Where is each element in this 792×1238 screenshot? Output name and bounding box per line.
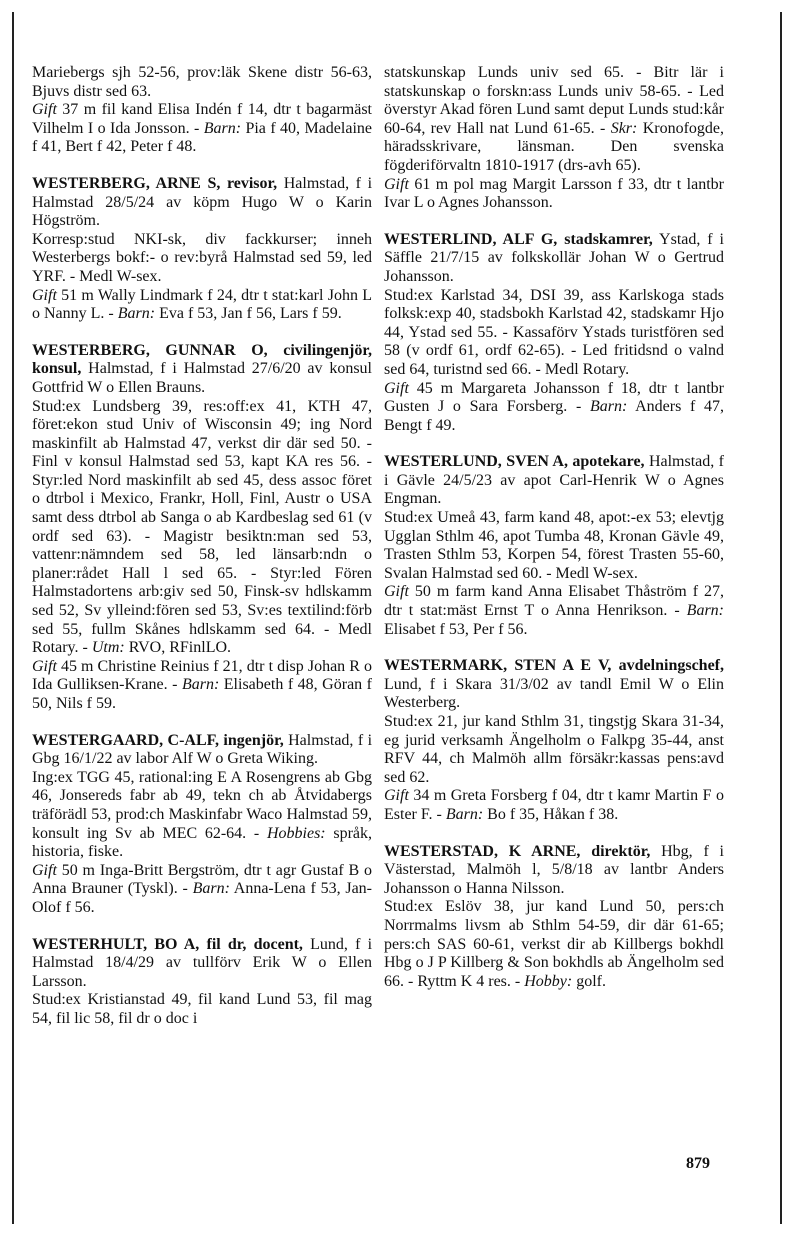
field-label: Barn: (117, 305, 156, 323)
entry-continued (384, 64, 724, 213)
entry-occupation: revisor, (226, 174, 278, 192)
entry-paragraph (384, 64, 724, 176)
entry-paragraph (384, 843, 724, 899)
entry-paragraph (384, 898, 724, 991)
entry-paragraph (384, 380, 724, 436)
entry-text: golf. (572, 972, 606, 990)
entry-paragraph (32, 287, 372, 324)
entry-paragraph (32, 769, 372, 862)
entry-name: WESTERHULT, BO A, (32, 935, 200, 953)
entry-paragraph (384, 453, 724, 509)
entry-text (611, 657, 618, 674)
entry-paragraph (384, 787, 724, 824)
entry-continued (32, 64, 372, 157)
entry-text: Ing:ex TGG 45, rational:ing E A Rosengrens ab Gbg 46, Jonsereds fabr ab 49, tekn ch ab Åtvidabergs träförädl 53, prod:ch Maskinfabr Waco Halmstad 59, konsult ing Sv ab MEC 62-64. - (32, 768, 372, 842)
entry-text: Anna-Lena f 53, Jan-Olof f 56. (32, 880, 373, 916)
entry-name: WESTERLIND, ALF G, (384, 230, 558, 248)
left-column (32, 64, 372, 1047)
entry-paragraph (384, 176, 724, 213)
field-label: Utm: (91, 639, 125, 657)
entry-occupation: civilingenjör, konsul, (32, 341, 372, 378)
biography-entry (384, 657, 724, 824)
entry-paragraph (384, 713, 724, 787)
field-label: Barn: (203, 119, 242, 137)
entry-text: 61 m pol mag Margit Larsson f 33, dtr t lantbr Ivar L o Agnes Johansson. (384, 175, 724, 212)
entry-occupation: fil dr, docent, (206, 935, 303, 953)
entry-text: 45 m Christine Reinius f 21, dtr t disp Johan R o Ida Gulliksen-Krane. - (32, 657, 372, 694)
entry-paragraph (32, 936, 372, 992)
field-label: Barn: (192, 880, 230, 898)
entry-occupation: stadskamrer, (564, 230, 653, 248)
field-label: Hobbies: (266, 824, 326, 842)
entry-text: RVO, RFinlLO. (124, 639, 232, 657)
entry-text: Anders f 47, Bengt f 49. (384, 398, 725, 434)
field-label: Gift (32, 657, 57, 675)
entry-text (199, 936, 206, 953)
entry-name: WESTERSTAD, K ARNE, (384, 842, 581, 860)
entry-paragraph (384, 657, 724, 713)
entry-paragraph (384, 231, 724, 287)
entry-text: 37 m fil kand Elisa Indén f 14, dtr t bagarmäst Vilhelm I o Ida Jonsson. - (32, 101, 372, 137)
field-label: Gift (32, 286, 57, 304)
entry-text: Kronofogde, häradsskrivare, länsman. Den svenska fögderiförvaltn 1810-1917 (drs-avh 65). (384, 119, 724, 174)
field-label: Barn: (686, 602, 724, 620)
entry-paragraph (384, 509, 724, 583)
biography-entry (32, 732, 372, 918)
entry-text (268, 342, 284, 359)
field-label: Gift (32, 861, 57, 879)
entry-text: 45 m Margareta Johansson f 18, dtr t lantbr Gusten J o Sara Forsberg. - (384, 379, 724, 416)
field-label: Hobby: (524, 972, 573, 990)
entry-name: WESTERGAARD, C-ALF, (32, 731, 219, 749)
entry-text: Halmstad, f i Gävle 24/5/23 av apot Carl-Henrik W o Agnes Engman. (384, 453, 725, 508)
field-label: Gift (384, 787, 409, 805)
biography-entry (32, 175, 372, 324)
entry-text: Elisabeth f 48, Göran f 50, Nils f 59. (32, 676, 373, 712)
entry-text: Halmstad, f i Halmstad 27/6/20 av konsul Gottfrid W o Ellen Brauns. (32, 360, 372, 396)
entry-text: Halmstad, f i Halmstad 28/5/24 av köpm Hugo W o Karin Högström. (32, 174, 373, 230)
right-column (384, 64, 724, 1009)
entry-text: Hbg, f i Västerstad, Malmöh l, 5/8/18 av lantbr Anders Johansson o Hanna Nilsson. (384, 842, 724, 897)
biography-entry (384, 453, 724, 639)
entry-name: WESTERBERG, ARNE S, (32, 174, 221, 192)
entry-text: Stud:ex Karlstad 34, DSI 39, ass Karlskoga stads folksk:exp 40, stadsbokh Karlstad 42, stadskamr Hjo 44, Ystad sed 55. - Kassaförv Ystads turistfören sed 58 (v ordf 61, ordf 62-65). - Led fritidsnd o valnd sed 64, turistnd sed 66. - Medl Rotary. (384, 286, 724, 378)
entry-paragraph (32, 64, 372, 101)
entry-text: Eva f 53, Jan f 56, Lars f 59. (155, 305, 342, 323)
entry-text: 34 m Greta Forsberg f 04, dtr t kamr Martin F o Ester F. - (384, 787, 724, 823)
biography-entry (384, 843, 724, 992)
entry-paragraph (32, 175, 372, 231)
entry-text: Mariebergs sjh 52-56, prov:läk Skene distr 56-63, Bjuvs distr sed 63. (32, 64, 372, 100)
page-number: 879 (686, 1155, 710, 1172)
entry-text: Stud:ex Lundsberg 39, res:off:ex 41, KTH 47, föret:ekon stud Univ of Wisconsin 49; ing Nord maskinfilt ab Halmstad 47, verkst dir där sed 50. - Finl v konsul Halmstad sed 53, kapt KA res 56. - Styr:led Nord maskinfilt ab sed 45, dess assoc föret o dtrbol i Mexico, Frankr, Holl, Finl, Austr o USA samt dess dtrbol ab Sanga o ab Kardbeslag sed 61 (v ordf sed 63). - Magistr besiktn:man sed 53, vattenr:nämndem sed 58, led länsarb:ndn o planer:rådet Hall l sed 65. - Styr:led Fören Halmstadortens arb:giv sed 50, Finsk-sv hdlskamm sed 52, Sv ylleind:fören sed 53, Sv:es textilind:förb sed 55, fullm Skånes hdlskamm sed 64. - Medl Rotary. - (32, 397, 372, 657)
entry-occupation: avdelningschef, (618, 657, 724, 675)
entry-text: Stud:ex 21, jur kand Sthlm 31, tingstjg Skara 31-34, eg jurid verksamh Ängelholm o Falkpg 35-44, anst RFV 44, ch Malmöh allm försäkr:kassas pens:avd sed 62. (384, 713, 724, 786)
entry-text: 50 m farm kand Anna Elisabet Thåström f 27, dtr t stat:mäst Ernst T o Anna Henrikson. - (384, 583, 724, 620)
entry-text: Elisabet f 53, Per f 56. (384, 620, 528, 638)
entry-text: Korresp:stud NKI-sk, div fackkurser; inneh Westerbergs bokf:- o rev:byrå Halmstad sed 59, led YRF. - Medl W-sex. (32, 230, 372, 285)
entry-name: WESTERMARK, STEN A E V, (384, 657, 612, 675)
entry-paragraph (384, 287, 724, 380)
entry-paragraph (32, 862, 372, 918)
entry-paragraph (32, 101, 372, 157)
entry-text: Bo f 35, Håkan f 38. (483, 805, 619, 823)
entry-paragraph (32, 398, 372, 658)
entry-name: WESTERBERG, GUNNAR O, (32, 341, 268, 359)
field-label: Barn: (589, 398, 628, 416)
entry-text: Pia f 40, Madelaine f 41, Bert f 42, Peter f 48. (32, 119, 372, 156)
entry-name: WESTERLUND, SVEN A, (384, 453, 568, 471)
entry-paragraph (32, 658, 372, 714)
entry-paragraph (384, 583, 724, 639)
field-label: Skr: (610, 119, 638, 137)
field-label: Gift (384, 583, 409, 601)
entry-paragraph (32, 231, 372, 287)
entry-text: Stud:ex Eslöv 38, jur kand Lund 50, pers:ch Norrmalms livsm ab Sthlm 54-59, dir där 61-65; pers:ch SAS 60-61, verkst dir ab Killbergs bokhdl Hbg o J P Killberg & Son bokhdls ab Ängelholm sed 66. - Ryttm K 4 res. - (384, 898, 724, 990)
entry-text: Stud:ex Kristianstad 49, fil kand Lund 53, fil mag 54, fil lic 58, fil dr o doc i (32, 991, 372, 1027)
field-label: Barn: (445, 805, 484, 823)
entry-text: Lund, f i Skara 31/3/02 av tandl Emil W o Elin Westerberg. (384, 675, 724, 712)
field-label: Barn: (181, 676, 220, 694)
entry-text (220, 175, 227, 192)
entry-occupation: ingenjör, (223, 731, 284, 749)
entry-text: Lund, f i Halmstad 18/4/29 av tullförv Erik W o Ellen Larsson. (32, 935, 373, 990)
biography-entry (32, 936, 372, 1029)
field-label: Gift (32, 101, 57, 119)
biography-entry (384, 231, 724, 436)
entry-paragraph (32, 342, 372, 398)
entry-occupation: direktör, (591, 842, 651, 860)
field-label: Gift (384, 175, 409, 193)
entry-text: Stud:ex Umeå 43, farm kand 48, apot:-ex 53; elevtjg Ugglan Sthlm 46, apot Tumba 48, Kronan Gävle 49, Trasten Sthlm 53, Korpen 54, förest Trasten 55-60, Svalan Halmstad sed 60. - Medl W-sex. (384, 509, 724, 582)
entry-text: statskunskap Lunds univ sed 65. - Bitr lär i statskunskap o forskn:ass Lunds univ 58-65. - Led överstyr Akad fören Lund samt deput Lunds stud:kår 60-64, rev Hall nat Lund 61-65. - (384, 64, 724, 137)
entry-paragraph (32, 991, 372, 1028)
entry-text: 51 m Wally Lindmark f 24, dtr t stat:karl John L o Nanny L. - (32, 286, 372, 323)
entry-occupation: apotekare, (572, 453, 645, 471)
entry-text: Halmstad, f i Gbg 16/1/22 av labor Alf W o Greta Wiking. (32, 731, 373, 768)
entry-paragraph (32, 732, 372, 769)
entry-text (580, 843, 591, 860)
entry-text: språk, historia, fiske. (32, 824, 373, 861)
biography-entry (32, 342, 372, 714)
field-label: Gift (384, 379, 409, 397)
entry-text: 50 m Inga-Britt Bergström, dtr t agr Gustaf B o Anna Brauner (Tyskl). - (32, 861, 372, 898)
entry-text: Ystad, f i Säffle 21/7/15 av folkskollär Johan W o Gertrud Johansson. (384, 230, 724, 285)
